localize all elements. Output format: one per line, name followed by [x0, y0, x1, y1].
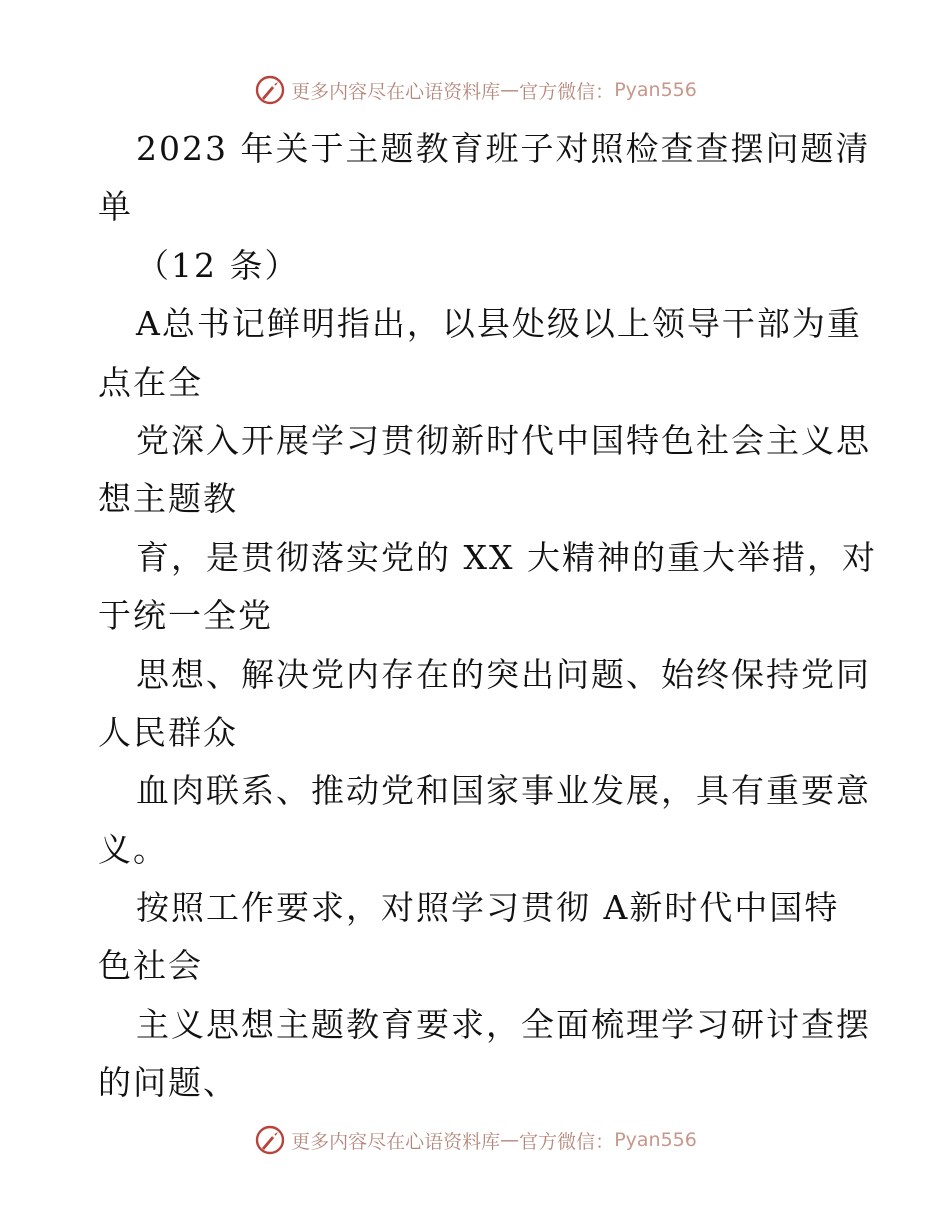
doc-paragraph-line: 血肉联系、推动党和国家事业发展，具有重要意 [136, 771, 871, 811]
watermark-wechat-label: 官方微信： [519, 80, 615, 103]
watermark-separator: — [500, 1129, 520, 1151]
doc-paragraph-line: 点在全 [98, 362, 203, 402]
doc-title-line-2: 单 [98, 187, 133, 227]
watermark-banner-bottom [0, 1120, 950, 1160]
doc-paragraph-line: A总书记鲜明指出，以县处级以上领导干部为重 [136, 304, 862, 344]
doc-paragraph-line: 的问题、 [98, 1063, 238, 1103]
doc-paragraph-line: 党深入开展学习贯彻新时代中国特色社会主义思 [136, 420, 871, 460]
pen-nib-circle-icon [253, 1123, 287, 1157]
watermark-separator: — [500, 79, 520, 101]
watermark-wechat-id: Pyan556 [614, 79, 697, 101]
doc-paragraph-line: 思想、解决党内存在的突出问题、始终保持党同 [136, 654, 871, 694]
document-body [98, 120, 877, 1113]
doc-paragraph-line: 色社会 [98, 946, 203, 986]
watermark-wechat-id: Pyan556 [614, 1129, 697, 1151]
watermark-brand: 更多内容尽在心语资料库 [291, 1130, 501, 1153]
doc-paragraph-line: 想主题教 [98, 479, 238, 519]
doc-paragraph-line: 育，是贯彻落实党的 XX 大精神的重大举措，对 [136, 537, 877, 577]
doc-title-line-1: 2023 年关于主题教育班子对照检查查摆问题清 [136, 129, 871, 168]
doc-paragraph-line: 义。 [98, 829, 168, 869]
doc-paragraph-line: 于统一全党 [98, 596, 273, 636]
watermark-brand: 更多内容尽在心语资料库 [291, 80, 501, 103]
doc-paragraph-line: 主义思想主题教育要求，全面梳理学习研讨查摆 [136, 1004, 871, 1044]
doc-paragraph-line: 人民群众 [98, 712, 238, 752]
doc-subtitle: （12 条） [136, 245, 300, 285]
watermark-banner-top [0, 70, 950, 110]
doc-paragraph-line: 按照工作要求，对照学习贯彻 A新时代中国特 [136, 888, 840, 928]
pen-nib-circle-icon [253, 73, 287, 107]
watermark-wechat-label: 官方微信： [519, 1130, 615, 1153]
